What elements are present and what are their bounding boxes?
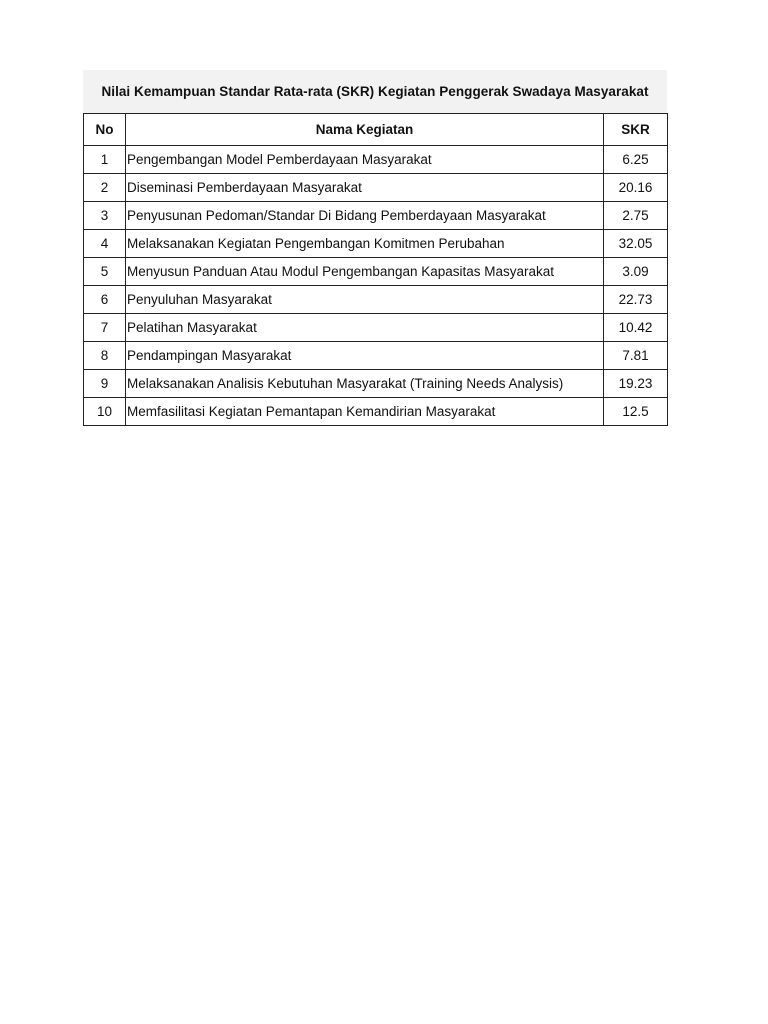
row-skr: 10.42	[604, 314, 668, 342]
table-row	[84, 202, 668, 230]
row-skr: 12.5	[604, 398, 668, 426]
table-row	[84, 370, 668, 398]
row-name: Melaksanakan Analisis Kebutuhan Masyarakat (Training Needs Analysis)	[126, 370, 604, 398]
header-name: Nama Kegiatan	[126, 114, 604, 146]
row-name: Menyusun Panduan Atau Modul Pengembangan Kapasitas Masyarakat	[126, 258, 604, 286]
header-row	[84, 114, 668, 146]
row-name: Pendampingan Masyarakat	[126, 342, 604, 370]
header-skr: SKR	[604, 114, 668, 146]
row-skr: 7.81	[604, 342, 668, 370]
table-row	[84, 230, 668, 258]
row-skr: 6.25	[604, 146, 668, 174]
row-no: 9	[84, 370, 126, 398]
row-skr: 20.16	[604, 174, 668, 202]
row-name: Pengembangan Model Pemberdayaan Masyarakat	[126, 146, 604, 174]
table-row	[84, 398, 668, 426]
row-no: 6	[84, 286, 126, 314]
row-skr: 32.05	[604, 230, 668, 258]
table-row	[84, 258, 668, 286]
row-name: Memfasilitasi Kegiatan Pemantapan Kemandirian Masyarakat	[126, 398, 604, 426]
table-row	[84, 342, 668, 370]
row-name: Diseminasi Pemberdayaan Masyarakat	[126, 174, 604, 202]
row-no: 1	[84, 146, 126, 174]
table-row	[84, 286, 668, 314]
row-no: 4	[84, 230, 126, 258]
skr-table	[83, 113, 668, 426]
row-no: 7	[84, 314, 126, 342]
table-row	[84, 314, 668, 342]
row-skr: 22.73	[604, 286, 668, 314]
row-name: Penyuluhan Masyarakat	[126, 286, 604, 314]
table-row	[84, 146, 668, 174]
row-no: 3	[84, 202, 126, 230]
document	[83, 70, 667, 426]
row-skr: 3.09	[604, 258, 668, 286]
row-no: 5	[84, 258, 126, 286]
row-no: 8	[84, 342, 126, 370]
row-no: 10	[84, 398, 126, 426]
table-title: Nilai Kemampuan Standar Rata-rata (SKR) Kegiatan Penggerak Swadaya Masyarakat	[83, 70, 667, 113]
row-skr: 19.23	[604, 370, 668, 398]
row-name: Melaksanakan Kegiatan Pengembangan Komitmen Perubahan	[126, 230, 604, 258]
row-name: Penyusunan Pedoman/Standar Di Bidang Pemberdayaan Masyarakat	[126, 202, 604, 230]
row-skr: 2.75	[604, 202, 668, 230]
row-no: 2	[84, 174, 126, 202]
row-name: Pelatihan Masyarakat	[126, 314, 604, 342]
table-row	[84, 174, 668, 202]
header-no: No	[84, 114, 126, 146]
